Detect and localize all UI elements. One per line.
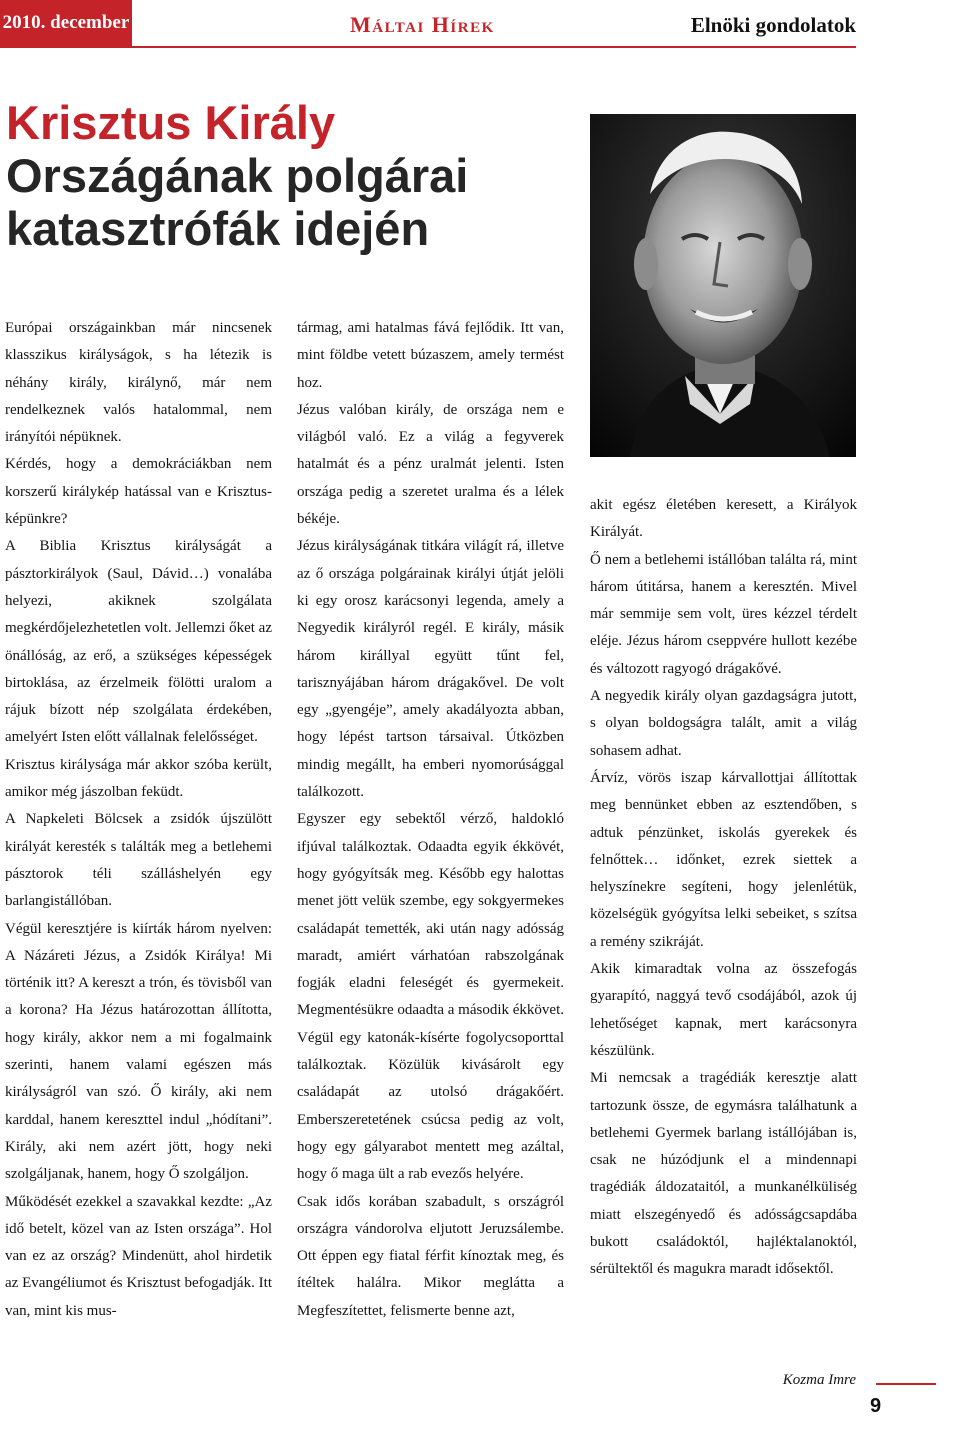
title-line-2: Országának polgárai <box>6 149 469 202</box>
paragraph: Akik kimaradtak volna az összefogás gyarapító, naggyá tevő csodájából, azok új lehetőséget kapnak, mert karácsonyra készülünk. <box>590 961 857 1059</box>
paragraph: A negyedik király olyan gazdagságra jutott, s olyan boldogságra talált, amit a világ sohasem adhat. <box>590 688 857 759</box>
paragraph: akit egész életében keresett, a Királyok Királyát. <box>590 497 857 541</box>
paragraph: Árvíz, vörös iszap kárvallottjai állítottak meg bennünket ebben az esztendőben, s adtuk pénzünket, iskolás gyerekek és felnőttek… időnket, ezrek siettek a helyszínekre segíteni, hogy jelenlétük, közelségük gyógyítsa lelki sebeiket, s szítsa a remény szikráját. <box>590 769 857 950</box>
paragraph: Ő nem a betlehemi istállóban találta rá, mint három útitársa, hanem a keresztén. Mivel már semmije sem volt, üres kézzel térdelt eléje. Jézus három cseppvére hullott kezébe és változott ragyogó drágakővé. <box>590 551 857 677</box>
column-1 <box>5 315 272 1325</box>
section-name: Elnöki gondolatok <box>690 13 856 37</box>
paragraph: Mi nemcsak a tragédiák keresztje alatt tartozunk össze, de egymásra találhatunk a betlehemi Gyermek barlang istállójában is, csak ne húzódjunk el a mindennapi tragédiák áldozataitól, a munkanélküliség miatt elszegényedő és adósságcsapdába bukott családoktól, hajléktalanoktól, sérültektől és magukra maradt idősektől. <box>590 1070 857 1278</box>
author-signature: Kozma Imre <box>782 1372 856 1388</box>
paragraph: Egyszer egy sebektől vérző, haldokló ifjúval találkoztak. Odaadta egyik ékkövét, hogy gyógyítsák meg. Később egy halottas menet jött velük szembe, egy sokgyermekes családapát temették, aki után nagy adósság maradt, amiért várhatóan rabszolgának fogják eladni feleségét és gyermekeit. Megmentésükre odaadta a második ékkövet. <box>297 811 564 1019</box>
page-number <box>870 1383 936 1418</box>
title-line-1: Krisztus Király <box>6 96 336 149</box>
title-line-3: katasztrófák idején <box>6 202 430 255</box>
paragraph: Csak idős korában szabadult, s országról országra vándorolva eljutott Jeruzsálembe. Ott éppen egy fiatal férfit kínoztak meg, és ítéltek halálra. Mikor meglátta a Megfeszítettet, felismerte benne azt, <box>297 1193 564 1319</box>
page-number-text: 9 <box>870 1395 882 1417</box>
paragraph: Krisztus királysága már akkor szóba került, amikor még jászolban feküdt. <box>5 756 272 801</box>
article-title <box>6 96 566 255</box>
paragraph: Jézus valóban király, de országa nem e világból való. Ez a világ a fegyverek hatalmát és a pénz uralmát jelenti. Isten országa pedig a szeretet uralma és a lélek békéje. <box>297 401 564 528</box>
paragraph: Jézus királyságának titkára világít rá, illetve az ő országa polgárainak királyi útját jelöli ki egy orosz karácsonyi legenda, amely a Negyedik királyról regél. E király, másik három királlyal együtt tűnt fel, tarisznyájában három drágakővel. De volt egy „gyengéje”, amely akadályozta abban, hogy lépést tartson társaival. Útközben mindig megállt, ha emberi nyomorúsággal találkozott. <box>297 538 564 801</box>
paragraph: Európai országainkban már nincsenek klasszikus királyságok, s ha létezik is néhány király, királynő, már nem rendelkeznek valós hatalommal, nem irányítói népüknek. <box>5 320 272 446</box>
column-3 <box>590 492 857 1284</box>
paragraph: Kérdés, hogy a demokráciákban nem korszerű királykép hatással van e Krisztus-képünkre? <box>5 456 272 528</box>
paragraph: tármag, ami hatalmas fává fejlődik. Itt van, mint földbe vetett búzaszem, amely termést hoz. <box>297 320 564 391</box>
paragraph: Végül egy katonák-kísérte fogolycsoporttal találkoztak. Közülük kivásárolt egy családapát az utolsó drágakőért. Emberszeretetének csúcsa pedig az volt, hogy egy gályarabot mentett meg azáltal, hogy ő maga ült a rab evezős helyére. <box>297 1029 564 1183</box>
paragraph: A Biblia Krisztus királyságát a pásztorkirályok (Saul, Dávid…) vonalába helyezi, akiknek szolgálata megkérdőjelezhetetlen volt. Jellemzi őket az önállóság, az erő, a szükséges képességek birtoklása, az érzelmeik fölötti uralom a rájuk bízott nép szolgálata érdekében, amelyért Isten előtt vállalnak felelősséget. <box>5 538 272 746</box>
portrait-image <box>590 114 856 457</box>
paragraph: Működését ezekkel a szavakkal kezdte: „Az idő betelt, közel van az Isten országa”. Hol van ez az ország? Mindenütt, ahol hirdetik az Evangéliumot és Krisztust befogadják. Itt van, mint kis mus- <box>5 1193 272 1319</box>
header-divider <box>0 46 856 48</box>
issue-date: 2010. december <box>0 0 132 46</box>
column-2 <box>297 315 564 1325</box>
paragraph: A Napkeleti Bölcsek a zsidók újszülött királyát keresték s találták meg a betlehemi pásztorok téli szálláshelyén egy barlangistállóban. <box>5 811 272 910</box>
author-portrait-photo <box>590 114 856 457</box>
magazine-name: Máltai Hírek <box>350 12 495 37</box>
page-header <box>0 0 960 46</box>
paragraph: Végül keresztjére is kiírták három nyelven: A Názáreti Jézus, a Zsidók Királya! Mi történik itt? A kereszt a trón, és tövisből van a korona? Ha Jézus határozottan állította, hogy király, akkor nem a mi fogalmaink szerinti, hanem valami egészen más királyságról van szó. Ő király, aki nem karddal, hanem kereszttel indul „hódítani”. Király, aki nem azért jött, hogy neki szolgáljanak, hanem, hogy Ő szolgáljon. <box>5 920 272 1183</box>
